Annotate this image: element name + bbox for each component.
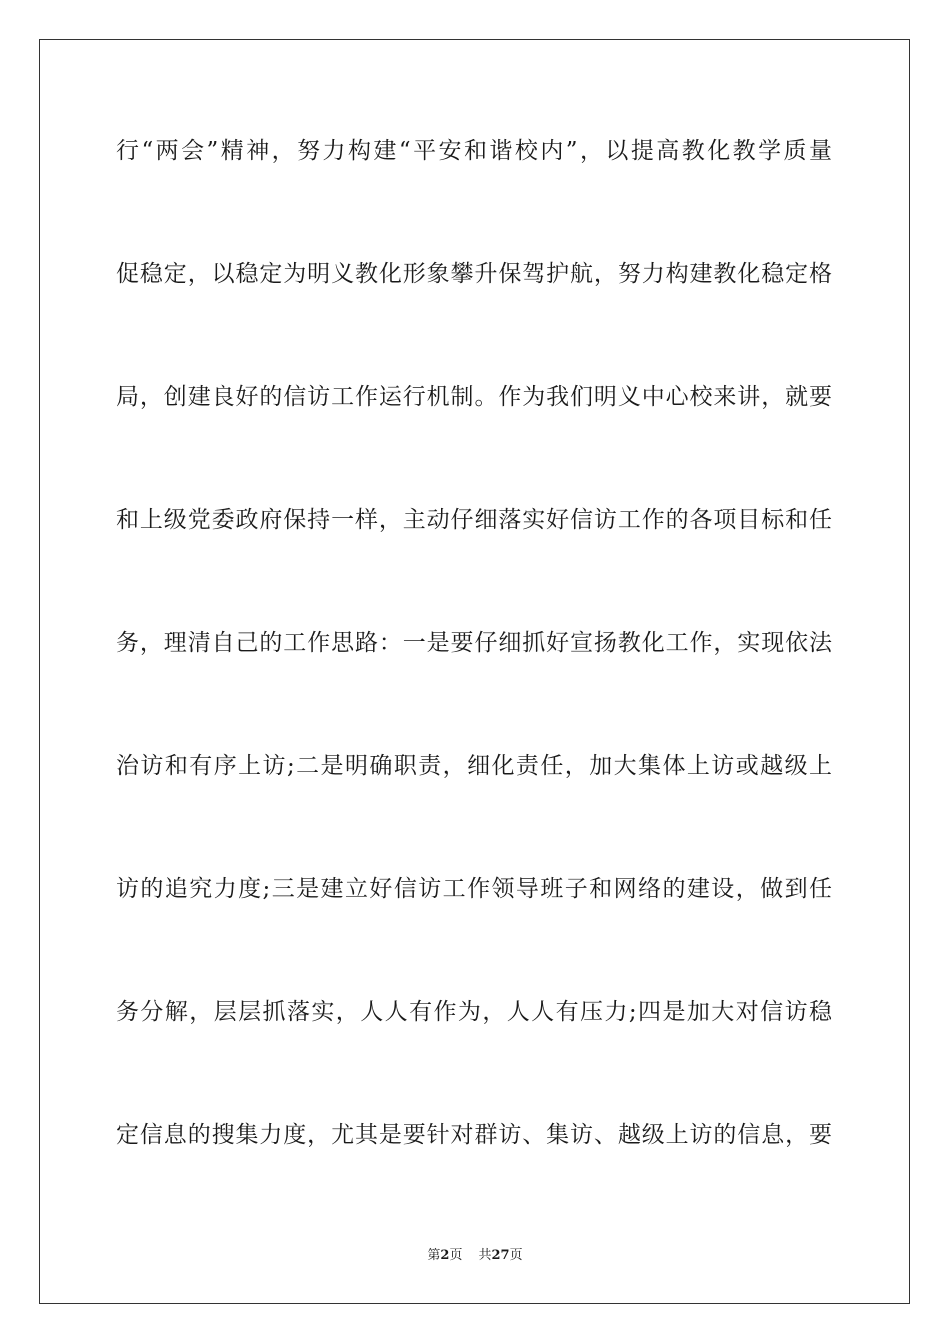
total-prefix: 共 xyxy=(478,1248,492,1263)
body-text-line: 务分解，层层抓落实，人人有作为，人人有压力;四是加大对信访稳 xyxy=(116,999,832,1025)
total-pages: 27 xyxy=(491,1248,510,1263)
page-footer xyxy=(0,1244,950,1263)
page-suffix: 页 xyxy=(449,1248,463,1263)
body-text-line: 行“两会”精神，努力构建“平安和谐校内”，以提高教化教学质量 xyxy=(116,138,832,164)
page-prefix: 第 xyxy=(427,1248,441,1263)
body-text-line: 局，创建良好的信访工作运行机制。作为我们明义中心校来讲，就要 xyxy=(116,384,832,410)
body-text-line: 和上级党委政府保持一样，主动仔细落实好信访工作的各项目标和任 xyxy=(116,507,832,533)
page-number: 2 xyxy=(440,1248,450,1263)
body-text-line: 定信息的搜集力度，尤其是要针对群访、集访、越级上访的信息，要 xyxy=(116,1122,832,1148)
body-text-line: 治访和有序上访;二是明确职责，细化责任，加大集体上访或越级上 xyxy=(116,753,832,779)
body-text-line: 促稳定，以稳定为明义教化形象攀升保驾护航，努力构建教化稳定格 xyxy=(116,261,832,287)
total-suffix: 页 xyxy=(509,1248,523,1263)
body-text-line: 务，理清自己的工作思路：一是要仔细抓好宣扬教化工作，实现依法 xyxy=(116,630,832,656)
body-text-line: 访的追究力度;三是建立好信访工作领导班子和网络的建设，做到任 xyxy=(116,876,832,902)
